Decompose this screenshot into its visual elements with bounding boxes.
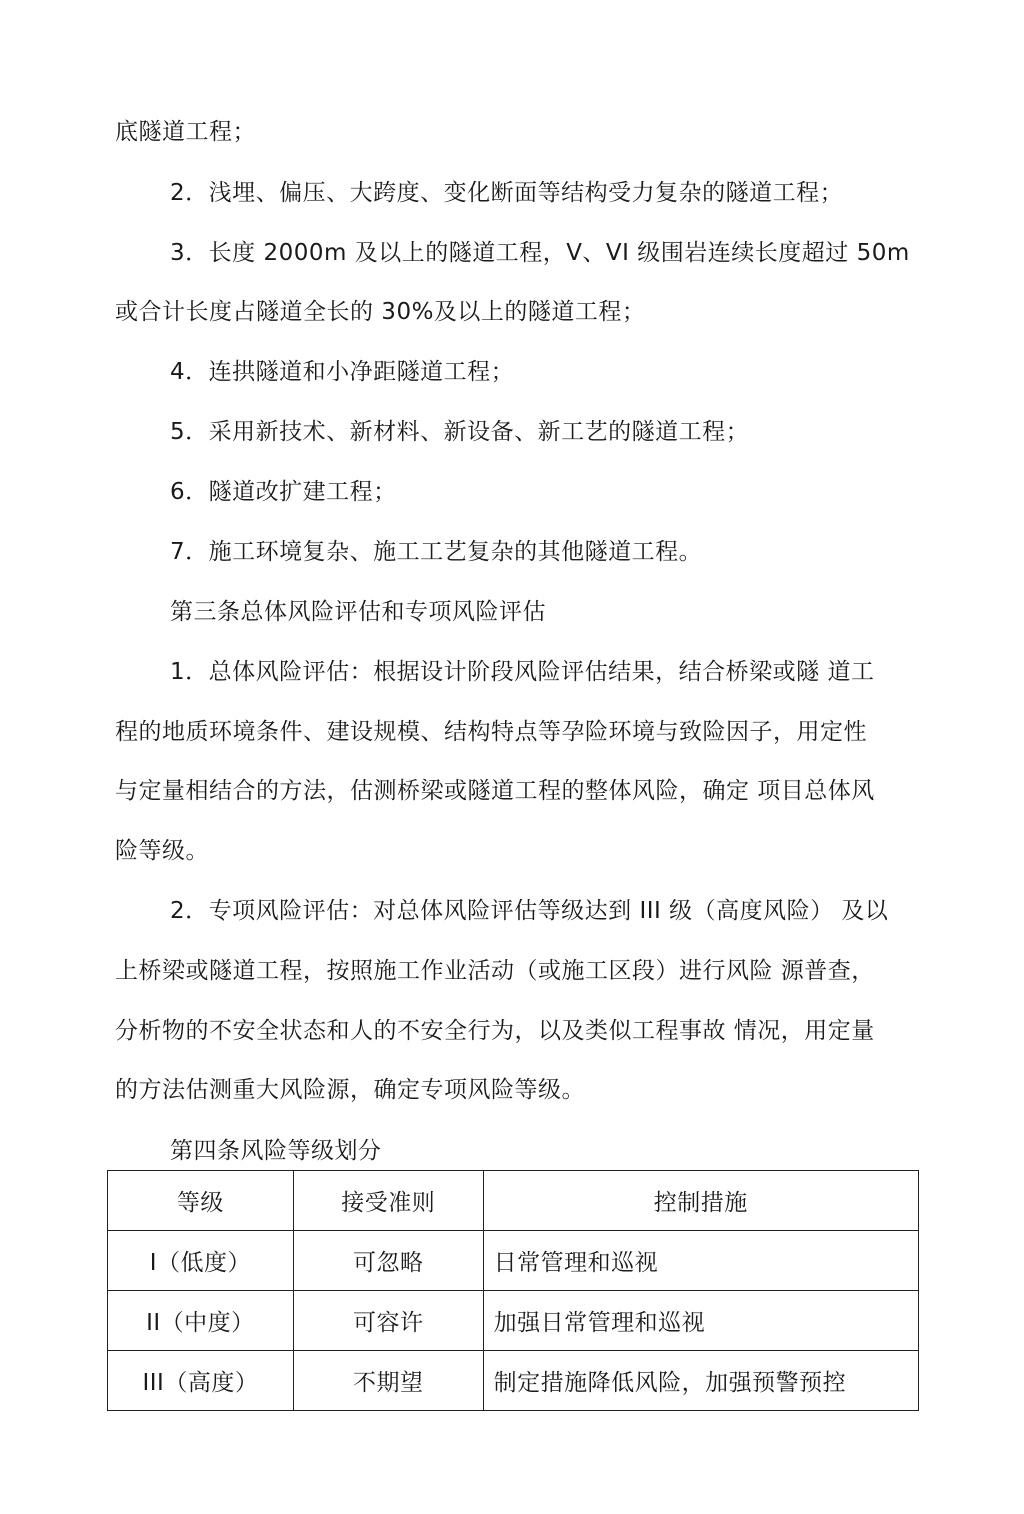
risk-level-table — [107, 1170, 919, 1411]
table-cell: 可容许 — [293, 1291, 483, 1351]
paragraph-line: 的方法估测重大风险源，确定专项风险等级。 — [115, 1077, 585, 1103]
paragraph-line: 与定量相结合的方法，估测桥梁或隧道工程的整体风险，确定 项目总体风 — [115, 778, 875, 804]
paragraph-line: 1．总体风险评估：根据设计阶段风险评估结果，结合桥梁或隧 道工 — [170, 659, 875, 685]
paragraph-line: 底隧道工程； — [115, 119, 256, 145]
section-heading: 第四条风险等级划分 — [170, 1138, 382, 1164]
column-header: 控制措施 — [483, 1171, 918, 1231]
paragraph-line: 或合计长度占隧道全长的 30%及以上的隧道工程； — [115, 299, 646, 325]
paragraph-line: 2．专项风险评估：对总体风险评估等级达到 III 级（高度风险） 及以 — [170, 898, 889, 924]
table-cell: III（高度） — [108, 1351, 294, 1411]
table-header-row — [108, 1171, 919, 1231]
table-cell: 加强日常管理和巡视 — [483, 1291, 918, 1351]
table-row — [108, 1231, 919, 1291]
column-header: 等级 — [108, 1171, 294, 1231]
list-item-2: 2．浅埋、偏压、大跨度、变化断面等结构受力复杂的隧道工程； — [170, 180, 844, 206]
column-header: 接受准则 — [293, 1171, 483, 1231]
list-item-7: 7．施工环境复杂、施工工艺复杂的其他隧道工程。 — [170, 539, 703, 565]
table-row — [108, 1351, 919, 1411]
list-item-6: 6．隧道改扩建工程； — [170, 479, 397, 505]
table-cell: II（中度） — [108, 1291, 294, 1351]
list-item-5: 5．采用新技术、新材料、新设备、新工艺的隧道工程； — [170, 419, 750, 445]
table-cell: I（低度） — [108, 1231, 294, 1291]
table-row — [108, 1291, 919, 1351]
table-cell: 不期望 — [293, 1351, 483, 1411]
table-cell: 制定措施降低风险，加强预警预控 — [483, 1351, 918, 1411]
section-heading: 第三条总体风险评估和专项风险评估 — [170, 599, 546, 625]
table-cell: 可忽略 — [293, 1231, 483, 1291]
list-item-4: 4．连拱隧道和小净距隧道工程； — [170, 359, 515, 385]
paragraph-line: 上桥梁或隧道工程，按照施工作业活动（或施工区段）进行风险 源普查， — [115, 958, 875, 984]
table-cell: 日常管理和巡视 — [483, 1231, 918, 1291]
list-item-3: 3．长度 2000m 及以上的隧道工程，V、VI 级围岩连续长度超过 50m — [170, 240, 910, 266]
paragraph-line: 险等级。 — [115, 838, 209, 864]
paragraph-line: 分析物的不安全状态和人的不安全行为，以及类似工程事故 情况，用定量 — [115, 1018, 875, 1044]
paragraph-line: 程的地质环境条件、建设规模、结构特点等孕险环境与致险因子，用定性 — [115, 719, 867, 745]
